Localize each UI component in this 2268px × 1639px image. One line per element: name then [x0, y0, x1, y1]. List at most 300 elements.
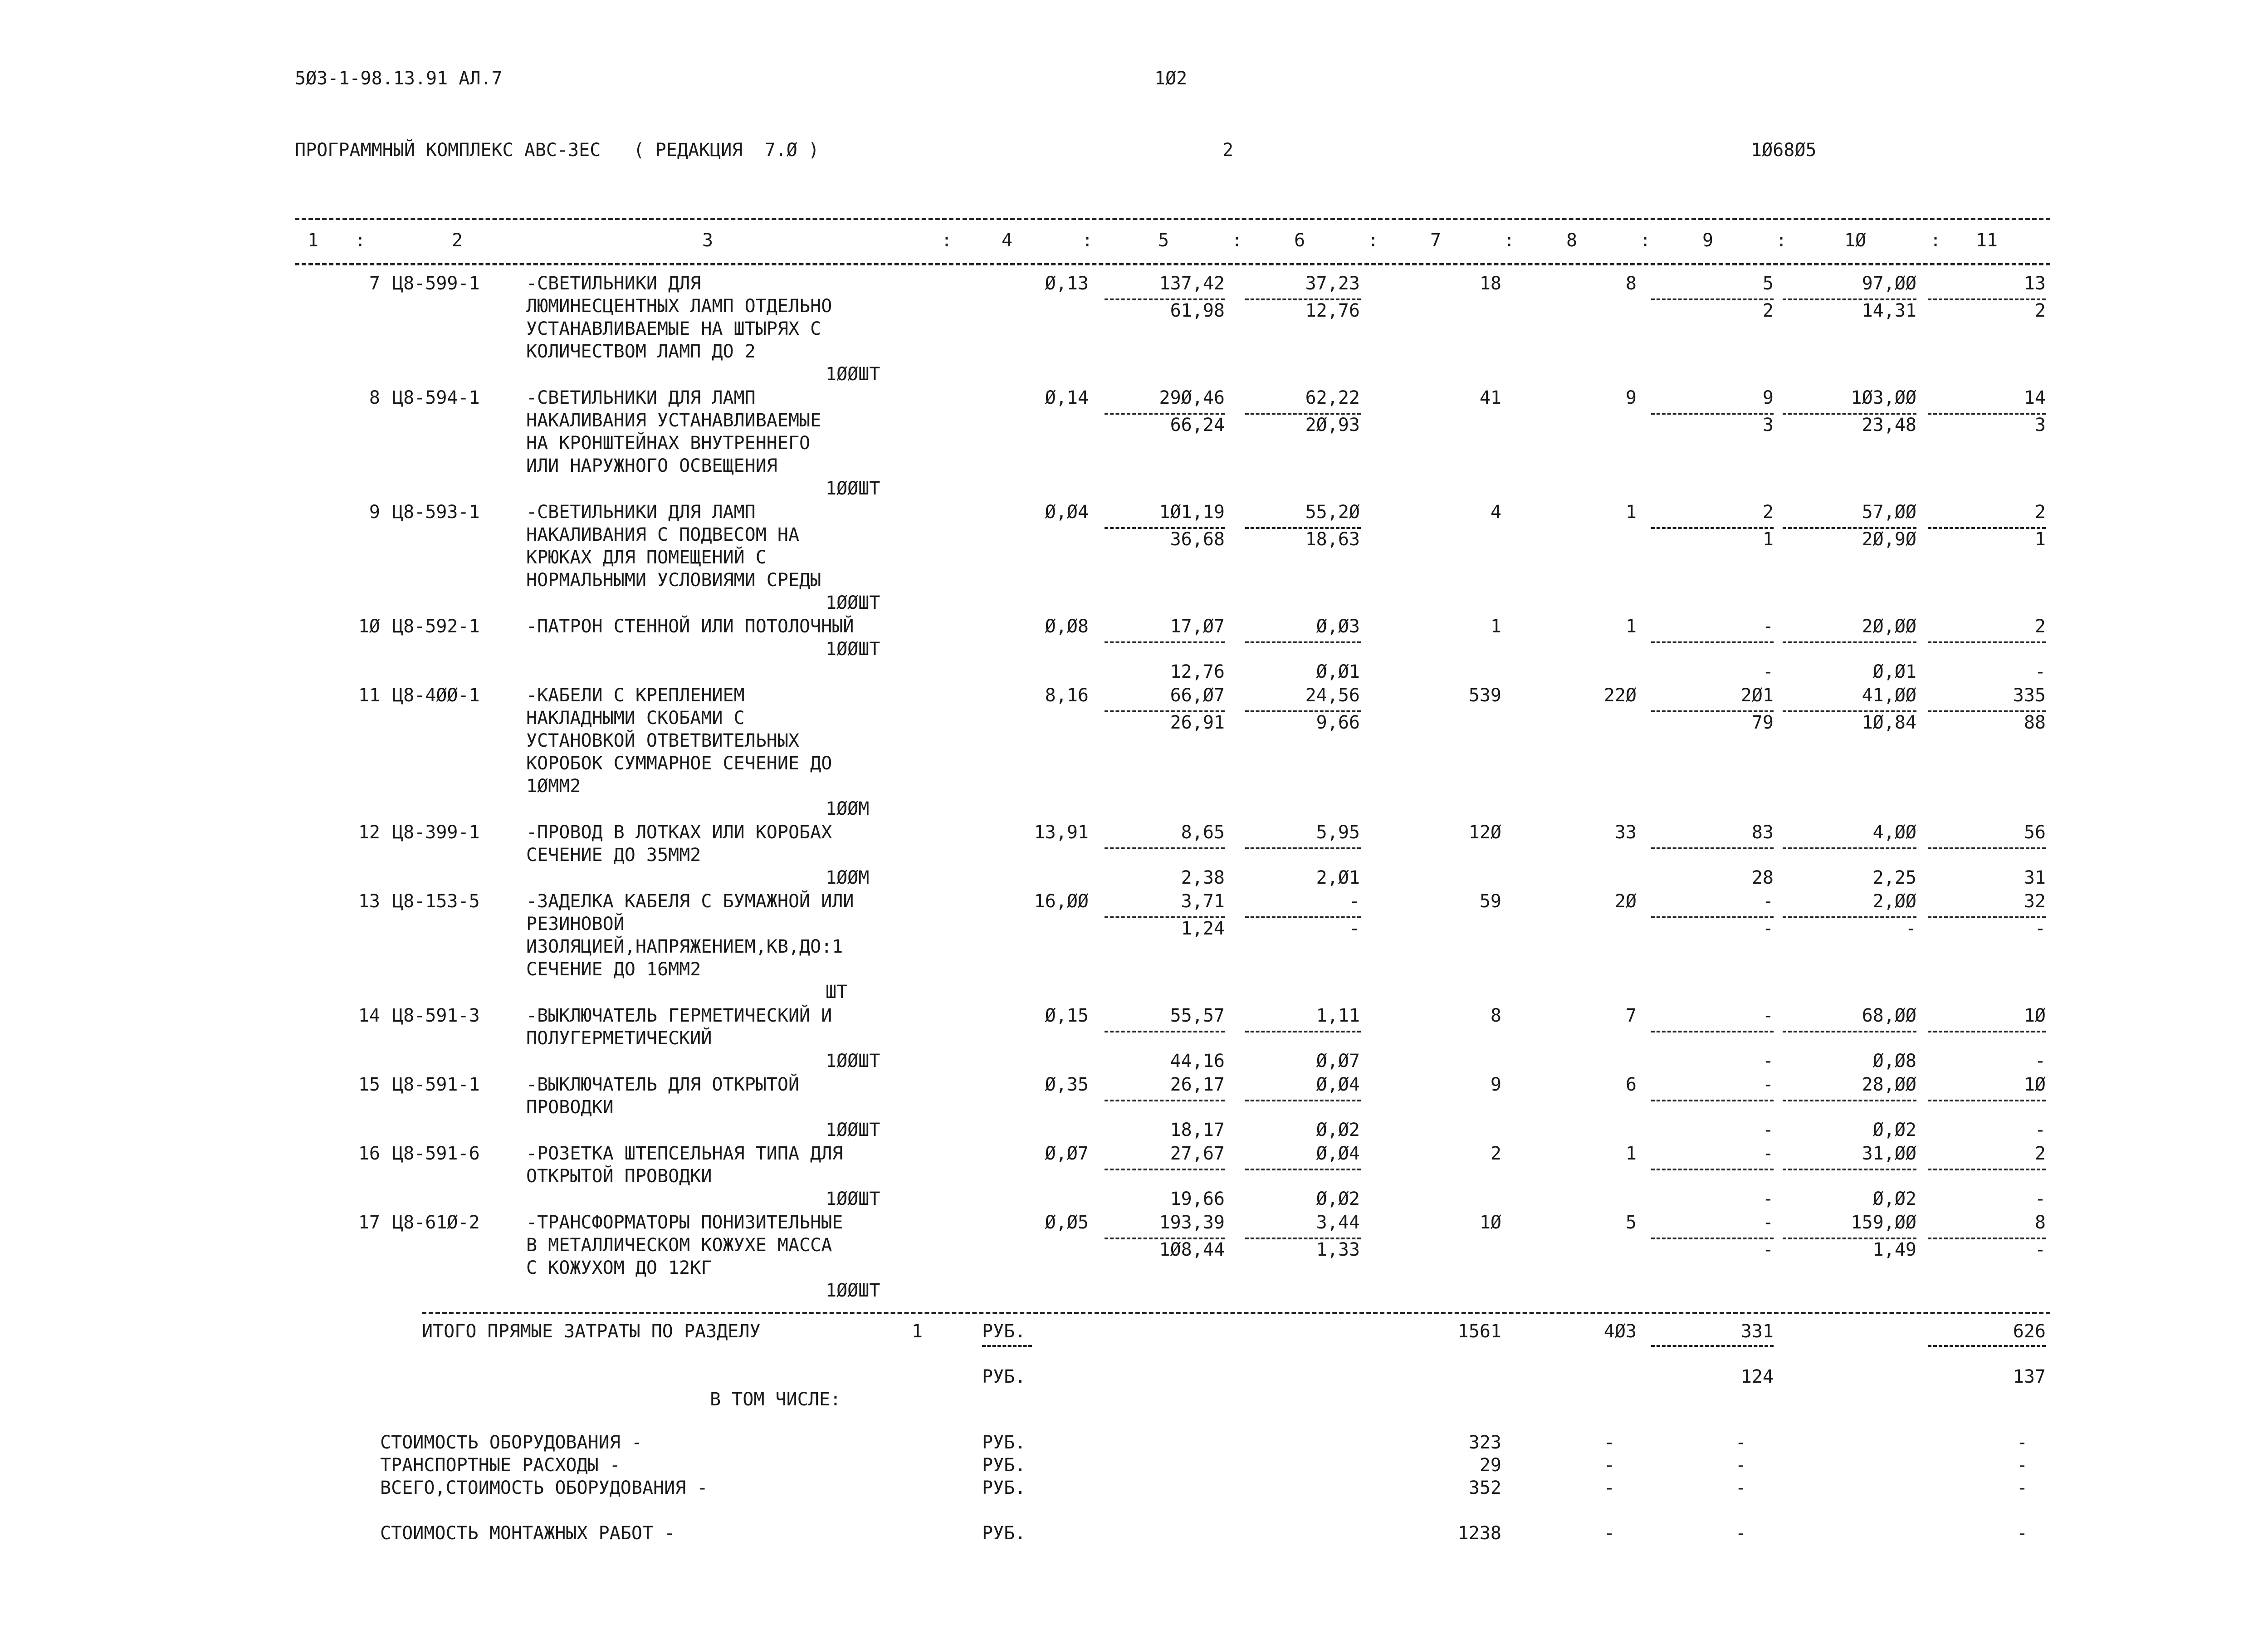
total-wage-cell: 5 — [1625, 1212, 1637, 1233]
row-number: 17 — [358, 1212, 380, 1233]
work-description-line: -ТРАНСФОРМАТОРЫ ПОНИЗИТЕЛЬНЫЕ — [526, 1212, 843, 1233]
column-separator: : — [1082, 230, 1093, 251]
header-top-rule — [295, 218, 2050, 220]
machine-cost-cell: - — [1762, 1212, 1774, 1233]
labor-total-cell: 56 — [2024, 822, 2046, 843]
wage-cost-cell: 5,95 — [1316, 822, 1360, 843]
page-number: 1Ø2 — [1154, 68, 1188, 89]
measure-unit: 1ØØШТ — [826, 478, 880, 499]
value-divider — [1783, 1031, 1916, 1032]
labor-total-sub-cell: - — [2034, 661, 2046, 682]
labor-per-unit-sub-cell: Ø,Ø2 — [1872, 1120, 1916, 1140]
labor-total-sub-cell: 88 — [2024, 712, 2046, 733]
labor-per-unit-sub-cell: 2Ø,9Ø — [1862, 529, 1916, 550]
norm-code: Ц8-591-6 — [392, 1143, 480, 1164]
summary-item-label: СТОИМОСТЬ МОНТАЖНЫХ РАБОТ - — [380, 1523, 675, 1544]
machine-cost-sub-cell: - — [1762, 1051, 1774, 1071]
summary-top-rule — [422, 1312, 2050, 1314]
total-cost-cell: 12Ø — [1468, 822, 1501, 843]
including-label: В ТОМ ЧИСЛЕ: — [710, 1389, 841, 1410]
work-description-line: -ВЫКЛЮЧАТЕЛЬ ГЕРМЕТИЧЕСКИЙ И — [526, 1005, 832, 1026]
summary-item-label: СТОИМОСТЬ ОБОРУДОВАНИЯ - — [380, 1432, 642, 1453]
unit-cost-sub-cell: 36,68 — [1170, 529, 1225, 550]
quantity-cell: Ø,13 — [1045, 273, 1089, 294]
measure-unit: 1ØØШТ — [826, 592, 880, 613]
machine-cost-sub-cell: - — [1762, 918, 1774, 939]
value-divider — [1651, 1031, 1774, 1032]
summary-item-total-cost: 323 — [1468, 1432, 1501, 1453]
value-divider — [1928, 847, 2046, 849]
quantity-cell: Ø,14 — [1045, 387, 1089, 408]
labor-per-unit-sub-cell: 1,49 — [1872, 1239, 1916, 1260]
total-wage-cell: 9 — [1625, 387, 1637, 408]
labor-total-cell: 1Ø — [2024, 1005, 2046, 1026]
wage-cost-sub-cell: Ø,Ø1 — [1316, 661, 1360, 682]
summary-item-labor-total: - — [2016, 1478, 2028, 1498]
total-label: ИТОГО ПРЯМЫЕ ЗАТРАТЫ ПО РАЗДЕЛУ — [422, 1321, 761, 1342]
summary-item-total-wage: - — [1603, 1523, 1615, 1544]
currency-label: РУБ. — [982, 1523, 1026, 1544]
norm-code: Ц8-4ØØ-1 — [392, 685, 480, 706]
norm-code: Ц8-399-1 — [392, 822, 480, 843]
labor-total-sub-cell: - — [2034, 1120, 2046, 1140]
work-description-line: ПРОВОДКИ — [526, 1097, 614, 1118]
total-wage-cell: 33 — [1614, 822, 1637, 843]
wage-cost-cell: 37,23 — [1305, 273, 1360, 294]
quantity-cell: 13,91 — [1034, 822, 1089, 843]
unit-cost-cell: 29Ø,46 — [1159, 387, 1225, 408]
total-cost-cell: 8 — [1490, 1005, 1501, 1026]
machine-cost-sub-cell: 1 — [1762, 529, 1774, 550]
work-description-line: КОЛИЧЕСТВОМ ЛАМП ДО 2 — [526, 341, 756, 362]
wage-cost-sub-cell: Ø,Ø7 — [1316, 1051, 1360, 1071]
machine-cost-cell: - — [1762, 1143, 1774, 1164]
work-description-line: 1ØММ2 — [526, 776, 581, 797]
value-divider — [1651, 1345, 1774, 1347]
measure-unit: ШТ — [826, 982, 848, 1003]
unit-cost-cell: 26,17 — [1170, 1074, 1225, 1095]
labor-per-unit-sub-cell: 1Ø,84 — [1862, 712, 1916, 733]
machine-cost-sub-cell: - — [1762, 1120, 1774, 1140]
labor-per-unit-sub-cell: Ø,Ø2 — [1872, 1189, 1916, 1209]
column-header-label: 7 — [1430, 230, 1442, 251]
work-description-line: -ВЫКЛЮЧАТЕЛЬ ДЛЯ ОТКРЫТОЙ — [526, 1074, 800, 1095]
unit-cost-sub-cell: 18,17 — [1170, 1120, 1225, 1140]
machine-cost-cell: 9 — [1762, 387, 1774, 408]
value-divider — [1783, 847, 1916, 849]
labor-total-cell: 2 — [2034, 1143, 2046, 1164]
column-header-label: 9 — [1702, 230, 1714, 251]
row-number: 1Ø — [358, 616, 380, 637]
wage-cost-sub-cell: Ø,Ø2 — [1316, 1120, 1360, 1140]
measure-unit: 1ØØШТ — [826, 1051, 880, 1071]
measure-unit: 1ØØШТ — [826, 639, 880, 660]
unit-cost-cell: 8,65 — [1181, 822, 1225, 843]
row-number: 15 — [358, 1074, 380, 1095]
unit-cost-sub-cell: 1Ø8,44 — [1159, 1239, 1225, 1260]
work-description-line: ИЛИ НАРУЖНОГО ОСВЕЩЕНИЯ — [526, 455, 777, 476]
summary-item-label: ТРАНСПОРТНЫЕ РАСХОДЫ - — [380, 1455, 621, 1476]
column-separator: : — [1930, 230, 1941, 251]
wage-cost-cell: Ø,Ø4 — [1316, 1143, 1360, 1164]
total-wage-cell: 22Ø — [1603, 685, 1637, 706]
column-separator: : — [1640, 230, 1651, 251]
total-cost-cell: 4 — [1490, 502, 1501, 523]
measure-unit: 1ØØШТ — [826, 1120, 880, 1140]
machine-cost-sub-cell: - — [1762, 661, 1774, 682]
column-header-label: 1Ø — [1844, 230, 1867, 251]
labor-total-cell: 8 — [2034, 1212, 2046, 1233]
work-description-line: -КАБЕЛИ С КРЕПЛЕНИЕМ — [526, 685, 745, 706]
labor-total-sum: 626 — [2013, 1321, 2046, 1342]
summary-item-machine-cost: - — [1735, 1455, 1746, 1476]
machine-cost-cell: - — [1762, 891, 1774, 912]
job-code: 1Ø68Ø5 — [1751, 140, 1817, 161]
labor-total-sub-sum: 137 — [2013, 1366, 2046, 1387]
column-header-label: 4 — [1001, 230, 1013, 251]
summary-item-machine-cost: - — [1735, 1432, 1746, 1453]
machine-cost-sub-cell: 28 — [1751, 867, 1774, 888]
total-wage-cell: 1 — [1625, 616, 1637, 637]
work-description-line: -ПАТРОН СТЕННОЙ ИЛИ ПОТОЛОЧНЫЙ — [526, 616, 854, 637]
unit-cost-sub-cell: 61,98 — [1170, 300, 1225, 321]
header-bottom-rule — [295, 263, 2050, 265]
labor-per-unit-cell: 1Ø3,ØØ — [1851, 387, 1916, 408]
labor-per-unit-sub-cell: 2,25 — [1872, 867, 1916, 888]
labor-per-unit-sub-cell: 14,31 — [1862, 300, 1916, 321]
currency-label: РУБ. — [982, 1366, 1026, 1387]
column-separator: : — [1368, 230, 1379, 251]
labor-per-unit-sub-cell: Ø,Ø8 — [1872, 1051, 1916, 1071]
unit-cost-sub-cell: 19,66 — [1170, 1189, 1225, 1209]
wage-cost-sub-cell: 2Ø,93 — [1305, 415, 1360, 435]
summary-item-machine-cost: - — [1735, 1523, 1746, 1544]
wage-cost-sub-cell: - — [1349, 918, 1360, 939]
column-header-label: 8 — [1566, 230, 1578, 251]
unit-cost-cell: 55,57 — [1170, 1005, 1225, 1026]
total-wage-cell: 1 — [1625, 1143, 1637, 1164]
total-cost-cell: 539 — [1468, 685, 1501, 706]
total-cost-cell: 2 — [1490, 1143, 1501, 1164]
column-separator: : — [1232, 230, 1243, 251]
norm-code: Ц8-593-1 — [392, 502, 480, 523]
labor-per-unit-cell: 2,ØØ — [1872, 891, 1916, 912]
unit-cost-sub-cell: 44,16 — [1170, 1051, 1225, 1071]
summary-item-total-wage: - — [1603, 1432, 1615, 1453]
wage-cost-sub-cell: 18,63 — [1305, 529, 1360, 550]
labor-total-sub-cell: - — [2034, 918, 2046, 939]
work-description-line: -СВЕТИЛЬНИКИ ДЛЯ — [526, 273, 701, 294]
row-number: 16 — [358, 1143, 380, 1164]
labor-per-unit-sub-cell: - — [1905, 918, 1916, 939]
total-cost-sum: 1561 — [1457, 1321, 1501, 1342]
column-header-label: 6 — [1294, 230, 1305, 251]
work-description-line: ЛЮМИНЕСЦЕНТНЫХ ЛАМП ОТДЕЛЬНО — [526, 296, 832, 317]
summary-item-total-wage: - — [1603, 1455, 1615, 1476]
row-number: 14 — [358, 1005, 380, 1026]
labor-total-cell: 14 — [2024, 387, 2046, 408]
summary-item-total-cost: 1238 — [1457, 1523, 1501, 1544]
work-description-line: НАКАЛИВАНИЯ С ПОДВЕСОМ НА — [526, 524, 800, 545]
labor-total-sub-cell: - — [2034, 1051, 2046, 1071]
value-divider — [1928, 641, 2046, 643]
wage-cost-sub-cell: 2,Ø1 — [1316, 867, 1360, 888]
work-description-line: В МЕТАЛЛИЧЕСКОМ КОЖУХЕ МАССА — [526, 1235, 832, 1256]
wage-cost-cell: 55,2Ø — [1305, 502, 1360, 523]
total-cost-cell: 59 — [1479, 891, 1501, 912]
work-description-line: СЕЧЕНИЕ ДО 35ММ2 — [526, 845, 701, 866]
column-separator: : — [355, 230, 366, 251]
labor-total-cell: 2 — [2034, 502, 2046, 523]
value-divider — [1928, 1345, 2046, 1347]
labor-total-cell: 335 — [2013, 685, 2046, 706]
work-description-line: СЕЧЕНИЕ ДО 16ММ2 — [526, 959, 701, 980]
work-description-line: РЕЗИНОВОЙ — [526, 914, 625, 934]
norm-code: Ц8-591-3 — [392, 1005, 480, 1026]
quantity-cell: Ø,35 — [1045, 1074, 1089, 1095]
wage-cost-sub-cell: Ø,Ø2 — [1316, 1189, 1360, 1209]
summary-item-total-wage: - — [1603, 1478, 1615, 1498]
value-divider — [1651, 641, 1774, 643]
norm-code: Ц8-61Ø-2 — [392, 1212, 480, 1233]
work-description-line: НАКЛАДНЫМИ СКОБАМИ С — [526, 708, 745, 729]
total-cost-cell: 41 — [1479, 387, 1501, 408]
summary-item-labor-total: - — [2016, 1432, 2028, 1453]
currency-label: РУБ. — [982, 1432, 1026, 1453]
work-description-line: -РОЗЕТКА ШТЕПСЕЛЬНАЯ ТИПА ДЛЯ — [526, 1143, 843, 1164]
quantity-cell: Ø,Ø5 — [1045, 1212, 1089, 1233]
machine-cost-cell: - — [1762, 1005, 1774, 1026]
total-wage-cell: 1 — [1625, 502, 1637, 523]
column-separator: : — [1776, 230, 1787, 251]
work-description-line: НАКАЛИВАНИЯ УСТАНАВЛИВАЕМЫЕ — [526, 410, 821, 431]
norm-code: Ц8-153-5 — [392, 891, 480, 912]
value-divider — [1651, 1100, 1774, 1101]
machine-cost-cell: 5 — [1762, 273, 1774, 294]
work-description-line: -ПРОВОД В ЛОТКАХ ИЛИ КОРОБАХ — [526, 822, 832, 843]
quantity-cell: 8,16 — [1045, 685, 1089, 706]
machine-cost-sub-cell: 3 — [1762, 415, 1774, 435]
work-description-line: УСТАНАВЛИВАЕМЫЕ НА ШТЫРЯХ С — [526, 318, 821, 339]
total-cost-cell: 18 — [1479, 273, 1501, 294]
value-divider — [1245, 1100, 1361, 1101]
summary-item-labor-total: - — [2016, 1523, 2028, 1544]
labor-per-unit-cell: 2Ø,ØØ — [1862, 616, 1916, 637]
value-divider — [1783, 1169, 1916, 1170]
labor-per-unit-sub-cell: 23,48 — [1862, 415, 1916, 435]
total-cost-cell: 1 — [1490, 616, 1501, 637]
quantity-cell: Ø,Ø7 — [1045, 1143, 1089, 1164]
measure-unit: 1ØØШТ — [826, 364, 880, 385]
machine-cost-sub-cell: 2 — [1762, 300, 1774, 321]
labor-per-unit-cell: 159,ØØ — [1851, 1212, 1916, 1233]
wage-cost-cell: 3,44 — [1316, 1212, 1360, 1233]
work-description-line: ПОЛУГЕРМЕТИЧЕСКИЙ — [526, 1028, 712, 1049]
quantity-cell: Ø,15 — [1045, 1005, 1089, 1026]
unit-cost-cell: 3,71 — [1181, 891, 1225, 912]
summary-item-total-cost: 352 — [1468, 1478, 1501, 1498]
total-cost-cell: 9 — [1490, 1074, 1501, 1095]
measure-unit: 1ØØШТ — [826, 1280, 880, 1301]
norm-code: Ц8-592-1 — [392, 616, 480, 637]
wage-cost-cell: Ø,Ø3 — [1316, 616, 1360, 637]
value-divider — [1783, 1100, 1916, 1101]
machine-cost-cell: - — [1762, 1074, 1774, 1095]
value-divider — [1245, 1169, 1361, 1170]
unit-cost-sub-cell: 1,24 — [1181, 918, 1225, 939]
summary-item-labor-total: - — [2016, 1455, 2028, 1476]
wage-cost-cell: 24,56 — [1305, 685, 1360, 706]
total-wage-cell: 7 — [1625, 1005, 1637, 1026]
machine-cost-sub-cell: - — [1762, 1239, 1774, 1260]
total-wage-sum: 4Ø3 — [1603, 1321, 1637, 1342]
work-description-line: ОТКРЫТОЙ ПРОВОДКИ — [526, 1166, 712, 1187]
work-description-line: С КОЖУХОМ ДО 12КГ — [526, 1257, 712, 1278]
value-divider — [1245, 847, 1361, 849]
wage-cost-sub-cell: 1,33 — [1316, 1239, 1360, 1260]
wage-cost-cell: - — [1349, 891, 1360, 912]
machine-cost-sub-cell: 79 — [1751, 712, 1774, 733]
value-divider — [1245, 641, 1361, 643]
work-description-line: КОРОБОК СУММАРНОЕ СЕЧЕНИЕ ДО — [526, 753, 832, 774]
row-number: 9 — [369, 502, 380, 523]
summary-item-label: ВСЕГО,СТОИМОСТЬ ОБОРУДОВАНИЯ - — [380, 1478, 708, 1498]
machine-cost-sum: 331 — [1740, 1321, 1774, 1342]
value-divider — [1928, 1169, 2046, 1170]
norm-code: Ц8-594-1 — [392, 387, 480, 408]
unit-cost-cell: 193,39 — [1159, 1212, 1225, 1233]
wage-cost-cell: Ø,Ø4 — [1316, 1074, 1360, 1095]
currency-label: РУБ. — [982, 1321, 1026, 1342]
currency-label: РУБ. — [982, 1478, 1026, 1498]
unit-cost-sub-cell: 12,76 — [1170, 661, 1225, 682]
section-number: 1 — [912, 1321, 923, 1342]
work-description-line: -СВЕТИЛЬНИКИ ДЛЯ ЛАМП — [526, 387, 756, 408]
labor-total-sub-cell: - — [2034, 1189, 2046, 1209]
machine-cost-cell: 83 — [1751, 822, 1774, 843]
labor-per-unit-cell: 4,ØØ — [1872, 822, 1916, 843]
total-wage-cell: 6 — [1625, 1074, 1637, 1095]
machine-cost-cell: - — [1762, 616, 1774, 637]
wage-cost-sub-cell: 12,76 — [1305, 300, 1360, 321]
sheet-number: 2 — [1222, 140, 1234, 161]
row-number: 11 — [358, 685, 380, 706]
labor-total-sub-cell: 31 — [2024, 867, 2046, 888]
labor-per-unit-sub-cell: Ø,Ø1 — [1872, 661, 1916, 682]
total-wage-cell: 8 — [1625, 273, 1637, 294]
row-number: 13 — [358, 891, 380, 912]
unit-cost-cell: 27,67 — [1170, 1143, 1225, 1164]
wage-cost-sub-cell: 9,66 — [1316, 712, 1360, 733]
labor-per-unit-cell: 97,ØØ — [1862, 273, 1916, 294]
labor-total-cell: 32 — [2024, 891, 2046, 912]
wage-cost-cell: 62,22 — [1305, 387, 1360, 408]
value-divider — [1105, 1031, 1225, 1032]
quantity-cell: 16,ØØ — [1034, 891, 1089, 912]
norm-code: Ц8-591-1 — [392, 1074, 480, 1095]
value-divider — [1245, 1031, 1361, 1032]
unit-cost-cell: 17,Ø7 — [1170, 616, 1225, 637]
column-header-label: 1 — [307, 230, 319, 251]
currency-divider — [982, 1345, 1032, 1347]
row-number: 7 — [369, 273, 380, 294]
labor-total-cell: 2 — [2034, 616, 2046, 637]
labor-total-sub-cell: 3 — [2034, 415, 2046, 435]
column-header-label: 3 — [702, 230, 714, 251]
total-cost-cell: 1Ø — [1479, 1212, 1501, 1233]
currency-label: РУБ. — [982, 1455, 1026, 1476]
column-header-label: 2 — [451, 230, 463, 251]
work-description-line: -ЗАДЕЛКА КАБЕЛЯ С БУМАЖНОЙ ИЛИ — [526, 891, 854, 912]
measure-unit: 1ØØМ — [826, 867, 870, 888]
value-divider — [1105, 1169, 1225, 1170]
row-number: 8 — [369, 387, 380, 408]
labor-per-unit-cell: 31,ØØ — [1862, 1143, 1916, 1164]
value-divider — [1105, 641, 1225, 643]
wage-cost-cell: 1,11 — [1316, 1005, 1360, 1026]
machine-cost-sub-sum: 124 — [1740, 1366, 1774, 1387]
total-wage-cell: 2Ø — [1614, 891, 1637, 912]
program-title: ПРОГРАММНЫЙ КОМПЛЕКС АВС-ЗЕС ( РЕДАКЦИЯ 7.Ø ) — [295, 140, 819, 161]
quantity-cell: Ø,Ø4 — [1045, 502, 1089, 523]
machine-cost-cell: 2Ø1 — [1740, 685, 1774, 706]
column-separator: : — [941, 230, 953, 251]
unit-cost-sub-cell: 2,38 — [1181, 867, 1225, 888]
column-separator: : — [1504, 230, 1515, 251]
row-number: 12 — [358, 822, 380, 843]
labor-total-sub-cell: 2 — [2034, 300, 2046, 321]
measure-unit: 1ØØШТ — [826, 1189, 880, 1209]
unit-cost-sub-cell: 26,91 — [1170, 712, 1225, 733]
unit-cost-cell: 137,42 — [1159, 273, 1225, 294]
labor-per-unit-cell: 68,ØØ — [1862, 1005, 1916, 1026]
unit-cost-cell: 66,Ø7 — [1170, 685, 1225, 706]
unit-cost-cell: 1Ø1,19 — [1159, 502, 1225, 523]
measure-unit: 1ØØМ — [826, 798, 870, 819]
labor-per-unit-cell: 57,ØØ — [1862, 502, 1916, 523]
work-description-line: НА КРОНШТЕЙНАХ ВНУТРЕННЕГО — [526, 433, 811, 454]
machine-cost-sub-cell: - — [1762, 1189, 1774, 1209]
work-description-line: УСТАНОВКОЙ ОТВЕТВИТЕЛЬНЫХ — [526, 730, 800, 751]
work-description-line: НОРМАЛЬНЫМИ УСЛОВИЯМИ СРЕДЫ — [526, 570, 821, 591]
labor-total-cell: 13 — [2024, 273, 2046, 294]
value-divider — [1928, 1031, 2046, 1032]
norm-code: Ц8-599-1 — [392, 273, 480, 294]
column-header-label: 5 — [1158, 230, 1169, 251]
document-code: 5Ø3-1-98.13.91 АЛ.7 — [295, 68, 503, 89]
value-divider — [1928, 1100, 2046, 1101]
work-description-line: -СВЕТИЛЬНИКИ ДЛЯ ЛАМП — [526, 502, 756, 523]
value-divider — [1783, 641, 1916, 643]
work-description-line: ИЗОЛЯЦИЕЙ,НАПРЯЖЕНИЕМ,КВ,ДО:1 — [526, 936, 843, 957]
labor-per-unit-cell: 41,ØØ — [1862, 685, 1916, 706]
quantity-cell: Ø,Ø8 — [1045, 616, 1089, 637]
work-description-line: КРЮКАХ ДЛЯ ПОМЕЩЕНИЙ С — [526, 547, 767, 568]
unit-cost-sub-cell: 66,24 — [1170, 415, 1225, 435]
summary-item-machine-cost: - — [1735, 1478, 1746, 1498]
labor-total-sub-cell: - — [2034, 1239, 2046, 1260]
labor-total-sub-cell: 1 — [2034, 529, 2046, 550]
labor-total-cell: 1Ø — [2024, 1074, 2046, 1095]
summary-item-total-cost: 29 — [1479, 1455, 1501, 1476]
value-divider — [1651, 1169, 1774, 1170]
machine-cost-cell: 2 — [1762, 502, 1774, 523]
column-header-label: 11 — [1975, 230, 1998, 251]
labor-per-unit-cell: 28,ØØ — [1862, 1074, 1916, 1095]
value-divider — [1105, 1100, 1225, 1101]
value-divider — [1105, 847, 1225, 849]
value-divider — [1651, 847, 1774, 849]
